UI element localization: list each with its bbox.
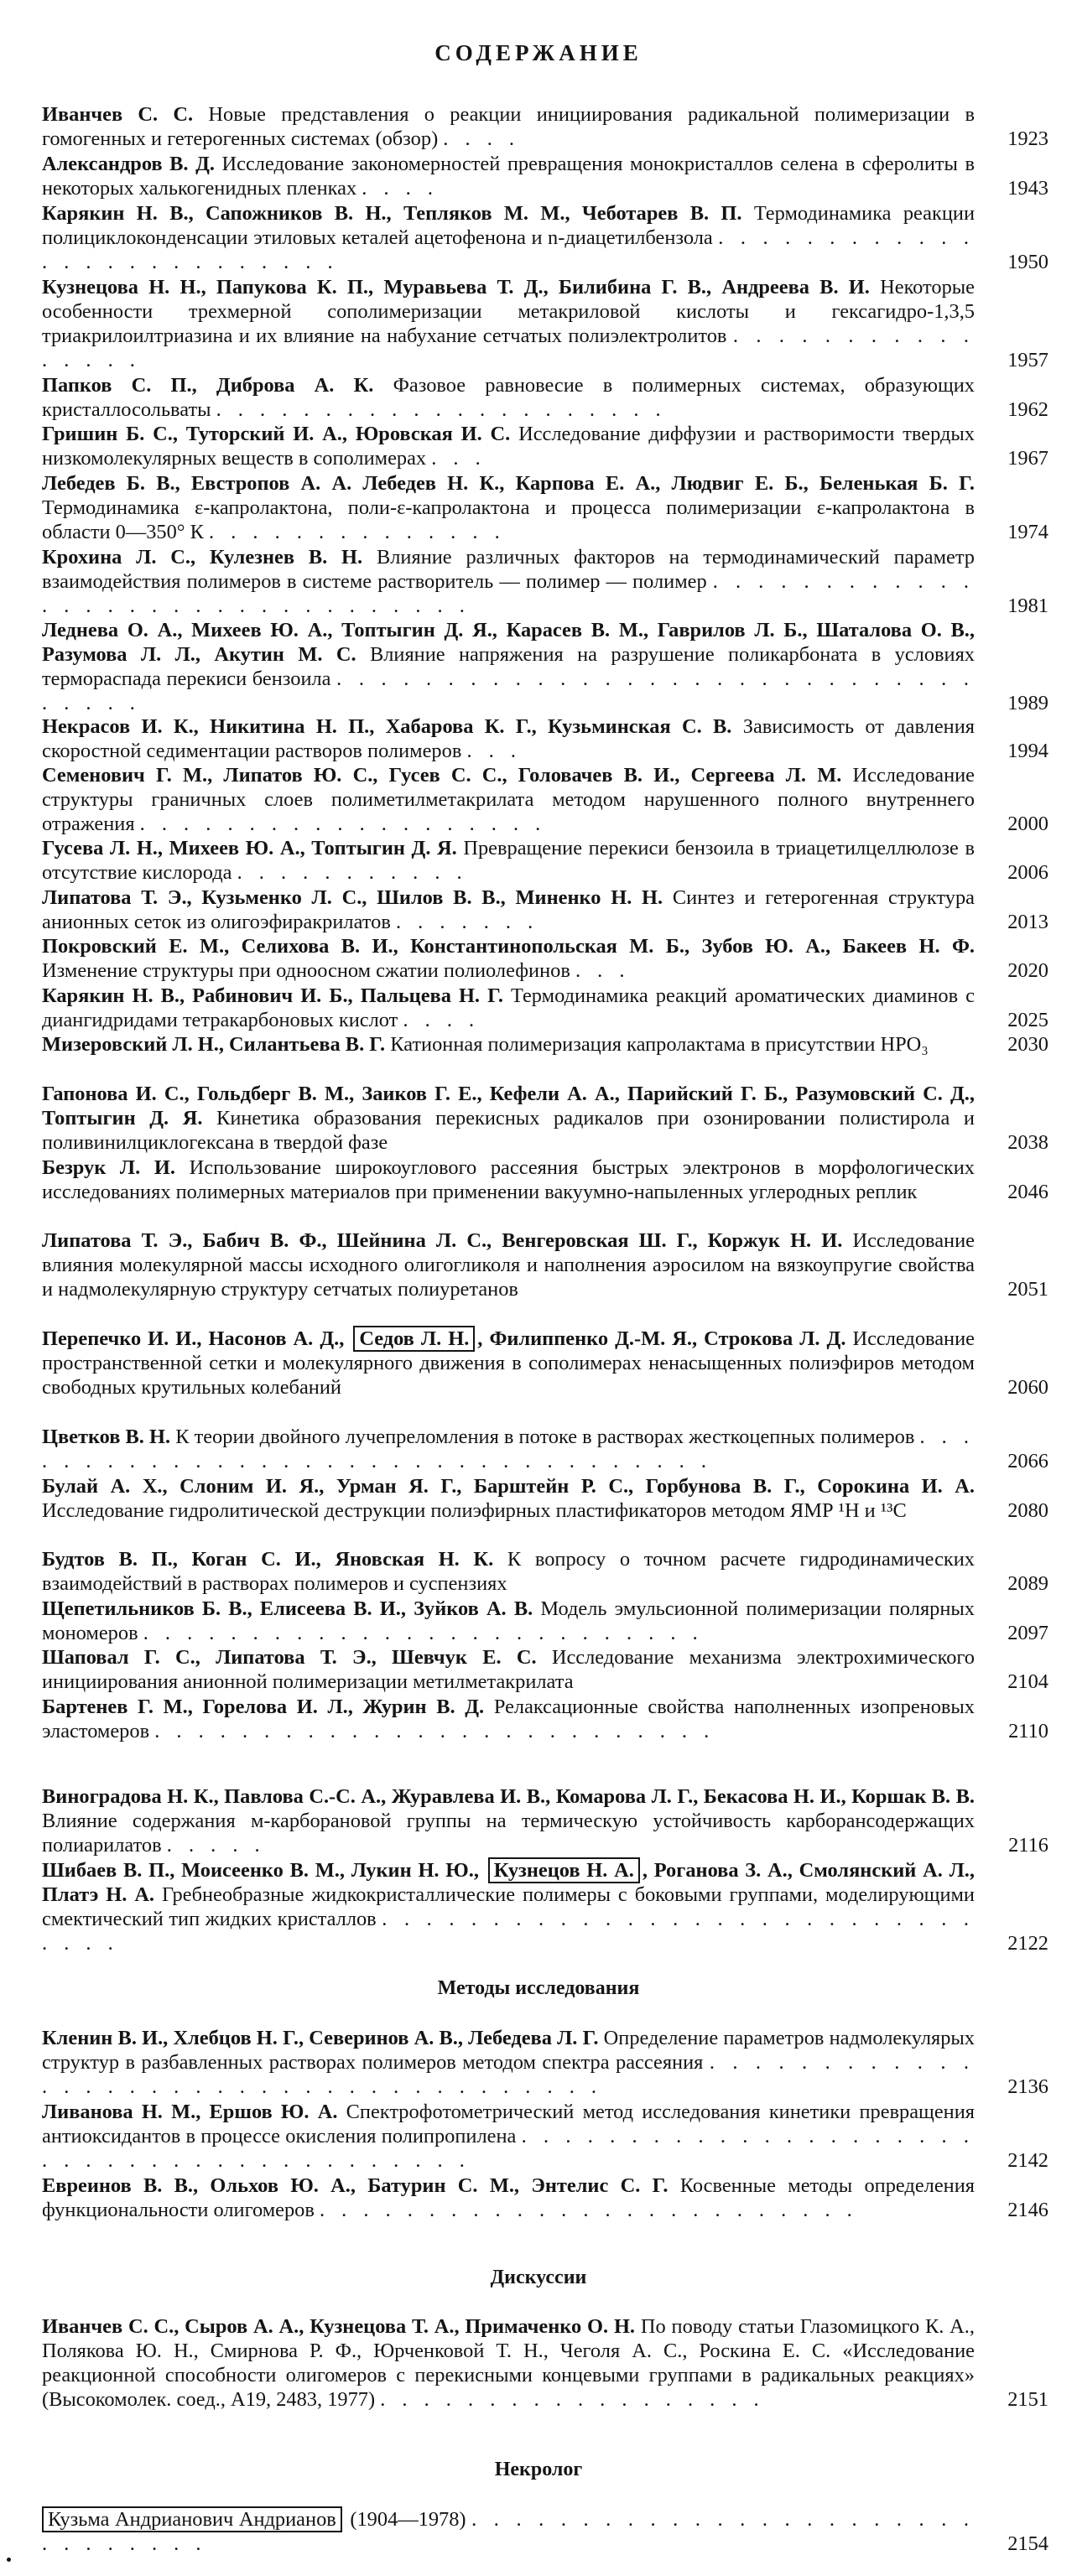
margin-dot — [7, 2558, 11, 2562]
entry-page-number: 2089 — [1007, 1572, 1048, 1595]
entry-page-number: 2136 — [1007, 2075, 1048, 2098]
entry-page-number: 1962 — [1007, 398, 1048, 421]
entry-authors: Карякин Н. В., Сапожников В. Н., Тепляков М. М., Чеботарев В. П. — [42, 202, 742, 225]
leader-dots: . . . . . . . . . . . . . . . . — [42, 325, 975, 371]
entry-page-number: 1957 — [1007, 349, 1048, 371]
leader-dots: . . . . . . . . . . . . . . . . . . . — [139, 813, 547, 835]
entry-authors: Булай А. Х., Слоним И. Я., Урман Я. Г., Барштейн Р. С., Горбунова В. Г., Сорокина И. А. — [42, 1475, 975, 1498]
toc-entry[interactable] — [42, 2100, 1048, 2173]
leader-dots: . . . . . . . . . . . . . . . . . . . . . . . . . . . . . . . . — [42, 570, 976, 617]
entry-authors: Гришин Б. С., Туторский И. А., Юровская И. С. — [42, 423, 511, 445]
entry-title: Определение параметров надмолекулярых структур в разбавленных растворах полимеров методом спектра рассеяния — [42, 2027, 975, 2074]
toc-entry[interactable] — [42, 763, 1048, 836]
entry-authors: Будтов В. П., Коган С. И., Яновская Н. К. — [42, 1548, 494, 1571]
entry-title: Новые представления о реакции инициирования радикальной полимеризации в гомогенных и гетерогенных системах (обзор) — [42, 103, 975, 150]
toc-entry[interactable] — [42, 618, 1048, 715]
toc-entry[interactable] — [42, 275, 1048, 372]
toc-entry[interactable] — [42, 1474, 1048, 1523]
leader-dots: . . . . — [362, 177, 439, 200]
entry-title: Зависимость от давления скоростной седиментации растворов полимеров — [42, 715, 975, 762]
entry-authors: Безрук Л. И. — [42, 1156, 175, 1179]
entry-title: Косвенные методы определения функциональности олигомеров — [42, 2174, 975, 2221]
entry-title: Спектрофотометрический метод исследования кинетики превращения антиоксидантов в процессе окисления полипропилена — [42, 2101, 975, 2148]
entry-title: Исследование механизма электрохимического инициирования анионной полимеризации метилметакрилата — [42, 1646, 976, 1693]
entry-authors: Евреинов В. В., Ольхов Ю. А., Батурин С. М., Энтелис С. Г. — [42, 2174, 669, 2197]
leader-dots: . . . . . . . . . . . . . . . . . . . . . . . . . . — [42, 226, 975, 273]
toc-entry[interactable] — [42, 2507, 1048, 2556]
entry-authors: Цветков В. Н. — [42, 1426, 171, 1448]
entry-authors: Мизеровский Л. Н., Силантьева В. Г. — [42, 1033, 386, 1056]
entry-authors: Липатова Т. Э., Бабич В. Ф., Шейнина Л. С., Венгеровская Ш. Г., Коржук Н. И. — [42, 1229, 843, 1252]
entry-authors: , Роганова З. А., Смолянский А. Л., Платэ Н. А. — [42, 1859, 975, 1906]
entry-authors: Ливанова Н. М., Ершов Ю. А. — [42, 2101, 338, 2123]
toc-entry[interactable] — [42, 422, 1048, 470]
entry-authors: Перепечко И. И., Насонов А. Д., — [42, 1327, 345, 1350]
entry-title: Превращение перекиси бензоила в триацетилцеллюлозе в отсутствие кислорода — [42, 837, 975, 884]
entry-title: Исследование структуры граничных слоев полиметилметакрилата методом нарушенного полного внутреннего отражения — [42, 764, 975, 835]
entry-authors: Шибаев В. П., Моисеенко В. М., Лукин Н. Ю., — [42, 1859, 479, 1882]
deceased-author-box: Седов Л. Н. — [353, 1326, 475, 1352]
entry-page-number: 2030 — [1007, 1033, 1048, 1056]
entry-authors: , Филиппенко Д.-М. Я., Строкова Л. Д. — [477, 1327, 846, 1350]
entry-authors: Щепетильников Б. В., Елисеева В. И., Зуйков А. В. — [42, 1597, 533, 1620]
entry-authors: Папков С. П., Диброва А. К. — [42, 374, 374, 397]
leader-dots: . . . — [466, 740, 522, 762]
leader-dots: . . . . . . . . . . . . . . . . . . . . . . . . . . . . . . . . . . — [42, 1426, 975, 1472]
entry-title: (1904—1978) — [350, 2508, 466, 2531]
entry-page-number: 2142 — [1007, 2149, 1048, 2172]
entry-title: Использование широкоуглового рассеяния быстрых электронов в морфологических исследованиях полимерных материалов при применении вакуумно-напыленных углеродных реплик — [42, 1156, 976, 1203]
leader-dots: . . . . . . . . . . . . . . . . . . . . . . . . . . — [143, 1622, 704, 1644]
entry-page-number: 2146 — [1007, 2199, 1048, 2221]
entry-title: Исследование пространственной сетки и молекулярного движения в сополимерах ненасыщенных полиэфиров методом свободных крутильных колебаний — [42, 1327, 975, 1399]
toc-entry[interactable] — [42, 1858, 1048, 1955]
toc-entry[interactable] — [42, 201, 1048, 274]
entry-page-number: 1989 — [1007, 692, 1048, 714]
section-heading-discussions: Дискуссии — [490, 2267, 587, 2288]
entry-title: Исследование гидролитической деструкции полиэфирных пластификаторов методом ЯМР ¹H и ¹³C — [42, 1499, 907, 1522]
entry-authors: Бартенев Г. М., Горелова И. Л., Журин В. Д. — [42, 1696, 485, 1718]
leader-dots: . . . . . . . . . . . . . . — [209, 521, 506, 543]
leader-dots: . . . . . . . . . . . . . . . . . . . . . . . . . . . . . . . . . . . . . . . . . — [42, 2125, 975, 2172]
entry-authors: Липатова Т. Э., Кузьменко Л. С., Шилов В. В., Миненко Н. Н. — [42, 886, 663, 909]
entry-title: По поводу статьи Глазомицкого К. А., Полякова Ю. Н., Смирнова Р. Ф., Юрченковой Т. Н., Чеголя А. С., Роскина Е. С. «Исследование реакционной способности олигомеров с перекисными концевыми группами в радикальных реакциях» (Высокомолек. соед., A19, 2483, 1977) — [42, 2315, 975, 2411]
entry-title: Кинетика образования перекисных радикалов при озонировании полистирола и поливинилциклогексана в твердой фазе — [42, 1107, 975, 1154]
entry-authors: Гапонова И. С., Гольдберг В. М., Заиков Г. Е., Кефели А. А., Парийский Г. Б., Разумовский С. Д., Топтыгин Д. Я. — [42, 1083, 975, 1130]
entry-page-number: 2097 — [1007, 1622, 1048, 1644]
toc-entry[interactable] — [42, 2174, 1048, 2222]
entry-title: Исследование влияния молекулярной массы исходного олигогликоля и наполнения аэросилом на вязкоупругие свойства и надмолекулярную структуру сетчатых полиуретанов — [42, 1229, 975, 1301]
toc-entry[interactable] — [42, 1228, 1048, 1301]
leader-dots: . . . . . . . . . . . . . . . . . . . . . . . . . . . . . . . — [42, 1908, 975, 1955]
entry-title: Термодинамика реакции полициклоконденсации этиловых кеталей ацетофенона и n-диацетилбензола — [42, 202, 975, 249]
entry-page-number: 1943 — [1007, 177, 1048, 200]
leader-dots: . . . . . . . . . . . . . . . . . . . . . — [216, 398, 667, 421]
entry-title: Релаксационные свойства наполненных изопреновых эластомеров — [42, 1696, 975, 1742]
entry-title: Влияние содержания м-карборановой группы на термическую устойчивость карборансодержащих полиарилатов — [42, 1810, 975, 1857]
entry-page-number: 2154 — [1007, 2532, 1048, 2555]
entry-page-number: 2060 — [1007, 1376, 1048, 1399]
section-heading-methods: Методы исследования — [437, 1977, 640, 1999]
leader-dots: . . . . . . . . . . . . . . . . . . . . . . . . . — [319, 2199, 858, 2221]
leader-dots: . . . . . . . . . . . . . . . . . . . . . . . . . . — [154, 1720, 715, 1742]
entry-authors: Александров В. Д. — [42, 153, 215, 175]
leader-dots: . . . . . — [166, 1834, 266, 1857]
entry-page-number: 1923 — [1007, 127, 1048, 150]
entry-title: Некоторые особенности трехмерной сополимеризации метакриловой кислоты и гексагидро-1,3,5 триакрилоилтриазина и их влияние на набухание сетчатых полиэлектролитов — [42, 276, 975, 347]
toc-entry[interactable] — [42, 545, 1048, 618]
toc-entry[interactable] — [42, 102, 1048, 151]
entry-title: Термодинамика реакций ароматических диаминов с диангидридами тетракарбоновых кислот — [42, 984, 975, 1031]
toc-entry[interactable] — [42, 1547, 1048, 1596]
entry-title: Влияние напряжения на разрушение поликарбоната в условиях термораспада перекиси бензоила — [42, 643, 975, 690]
entry-page-number: 2122 — [1007, 1932, 1048, 1955]
toc-entry[interactable] — [42, 1784, 1048, 1857]
entry-page-number: 2066 — [1007, 1450, 1048, 1472]
toc-entry[interactable] — [42, 1597, 1048, 1645]
entry-title: Исследование закономерностей превращения монокристаллов селена в сферолиты в некоторых халькогенидных пленках — [42, 153, 975, 200]
leader-dots: . . . . . . . . . . . . . . . . . . . . . . . . . . . . . . . . . . . . . . — [42, 2051, 975, 2098]
page-title: СОДЕРЖАНИЕ — [434, 40, 643, 65]
entry-title: Синтез и гетерогенная структура анионных сеток из олигоэфиракрилатов — [42, 886, 975, 933]
entry-authors: Иванчев С. С. — [42, 103, 194, 126]
entry-title: Термодинамика ε-капролактона, поли-ε-капролактона и процесса полимеризации ε-капролактона в области 0—350° К — [42, 496, 975, 543]
entry-page-number: 2013 — [1007, 911, 1048, 933]
entry-authors: Кленин В. И., Хлебцов Н. Г., Северинов А. В., Лебедева Л. Г. — [42, 2027, 599, 2049]
toc-entry[interactable] — [42, 2026, 1048, 2099]
entry-title: Модель эмульсионной полимеризации полярных мономеров — [42, 1597, 975, 1644]
entry-page-number: 1950 — [1007, 251, 1048, 273]
entry-authors: Покровский Е. М., Селихова В. И., Константинопольская М. Б., Зубов Ю. А., Бакеев Н. Ф. — [42, 935, 975, 958]
entry-title: К вопросу о точном расчете гидродинамических взаимодействий в растворах полимеров и суспензиях — [42, 1548, 975, 1595]
entry-page-number: 2104 — [1007, 1670, 1048, 1693]
entry-page-number: 1974 — [1007, 521, 1048, 543]
toc-entry[interactable] — [42, 1425, 1048, 1473]
entry-page-number: 2000 — [1007, 813, 1048, 835]
toc-entry[interactable] — [42, 934, 1048, 983]
entry-authors: Семенович Г. М., Липатов Ю. С., Гусев С. С., Головачев В. И., Сергеева Л. М. — [42, 764, 842, 787]
entry-title: Исследование диффузии и растворимости твердых низкомолекулярных веществ в сополимерах — [42, 423, 975, 470]
leader-dots: . . . — [431, 447, 486, 470]
leader-dots: . . . — [575, 959, 631, 982]
entry-page-number: 2025 — [1007, 1009, 1048, 1031]
deceased-author-box: Кузнецов Н. А. — [488, 1857, 640, 1883]
toc-entry[interactable] — [42, 886, 1048, 934]
entry-page-number: 2020 — [1007, 959, 1048, 982]
entry-authors: Леднева О. А., Михеев Ю. А., Топтыгин Д. Я., Карасев В. М., Гаврилов Л. Б., Шаталова О. В., Разумова Л. Л., Акутин М. С. — [42, 619, 975, 666]
toc-entry[interactable] — [42, 1032, 1048, 1057]
entry-page-number: 2110 — [1008, 1720, 1048, 1742]
entry-page-number: 2038 — [1007, 1131, 1048, 1154]
toc-entry[interactable] — [42, 836, 1048, 885]
toc-entry[interactable] — [42, 1156, 1048, 1204]
entry-authors: Некрасов И. К., Никитина Н. П., Хабарова К. Г., Кузьминская С. В. — [42, 715, 732, 738]
leader-dots: . . . . . . . . . . . — [237, 861, 468, 884]
entry-page-number: 2116 — [1008, 1834, 1048, 1857]
toc-entry[interactable] — [42, 2314, 1048, 2412]
toc-entry[interactable] — [42, 1327, 1048, 1400]
leader-dots: . . . . . . . . . . . . . . . . . . . . . . . . . . . . . . . — [42, 2508, 975, 2555]
entry-authors: Карякин Н. В., Рабинович И. Б., Пальцева Н. Г. — [42, 984, 503, 1007]
leader-dots: . . . . — [443, 127, 520, 150]
deceased-author-box: Кузьма Андрианович Андрианов — [42, 2506, 342, 2532]
toc-entry[interactable] — [42, 984, 1048, 1032]
entry-page-number: 2151 — [1007, 2388, 1048, 2411]
entry-page-number: 2080 — [1007, 1499, 1048, 1522]
entry-title: Катионная полимеризация капролактама в присутствии HPO₃ — [390, 1033, 929, 1056]
entry-authors: Кузнецова Н. Н., Папукова К. П., Муравьева Т. Д., Билибина Г. В., Андреева В. И. — [42, 276, 870, 299]
leader-dots: . . . . . . . — [395, 911, 539, 933]
entry-authors: Шаповал Г. С., Липатова Т. Э., Шевчук Е. С. — [42, 1646, 537, 1669]
toc-entry[interactable] — [42, 1645, 1048, 1694]
toc-entry[interactable] — [42, 1082, 1048, 1155]
entry-title: Влияние различных факторов на термодинамический параметр взаимодействия полимеров в системе растворитель — полимер — полимер — [42, 546, 975, 593]
section-heading-obituary: Некролог — [494, 2459, 583, 2480]
entry-title: Гребнеобразные жидкокристаллические полимеры с боковыми группами, моделирующими смектический тип жидких кристаллов — [42, 1883, 975, 1930]
entry-title: Изменение структуры при одноосном сжатии полиолефинов — [42, 959, 570, 982]
entry-authors: Крохина Л. С., Кулезнев В. Н. — [42, 546, 363, 569]
entry-page-number: 1981 — [1007, 595, 1048, 617]
toc-entry[interactable] — [42, 1695, 1048, 1743]
toc-entry[interactable] — [42, 373, 1048, 422]
entry-page-number: 2046 — [1007, 1181, 1048, 1203]
entry-title: Фазовое равновесие в полимерных системах, образующих кристаллосольваты — [42, 374, 975, 421]
leader-dots: . . . . — [403, 1009, 481, 1031]
entry-authors: Лебедев Б. В., Евстропов А. А. Лебедев Н. К., Карпова Е. А., Людвиг Е. Б., Беленькая Б. Г. — [42, 472, 975, 495]
entry-page-number: 2006 — [1007, 861, 1048, 884]
entry-authors: Виноградова Н. К., Павлова С.-С. А., Журавлева И. В., Комарова Л. Г., Бекасова Н. И., Коршак В. В. — [42, 1785, 975, 1808]
entry-title: К теории двойного лучепреломления в потоке в растворах жесткоцепных полимеров — [175, 1426, 915, 1448]
leader-dots: . . . . . . . . . . . . . . . . . . . . . . . . . . . . . . . . . . — [42, 667, 975, 714]
entry-authors: Иванчев С. С., Сыров А. А., Кузнецова Т. А., Примаченко О. Н. — [42, 2315, 636, 2338]
entry-page-number: 2051 — [1007, 1278, 1048, 1301]
toc-entry[interactable] — [42, 152, 1048, 200]
entry-page-number: 1967 — [1007, 447, 1048, 470]
entry-authors: Гусева Л. Н., Михеев Ю. А., Топтыгин Д. Я. — [42, 837, 457, 860]
entry-page-number: 1994 — [1007, 740, 1048, 762]
toc-entry[interactable] — [42, 714, 1048, 763]
toc-entry[interactable] — [42, 471, 1048, 544]
leader-dots: . . . . . . . . . . . . . . . . . . — [380, 2388, 765, 2411]
